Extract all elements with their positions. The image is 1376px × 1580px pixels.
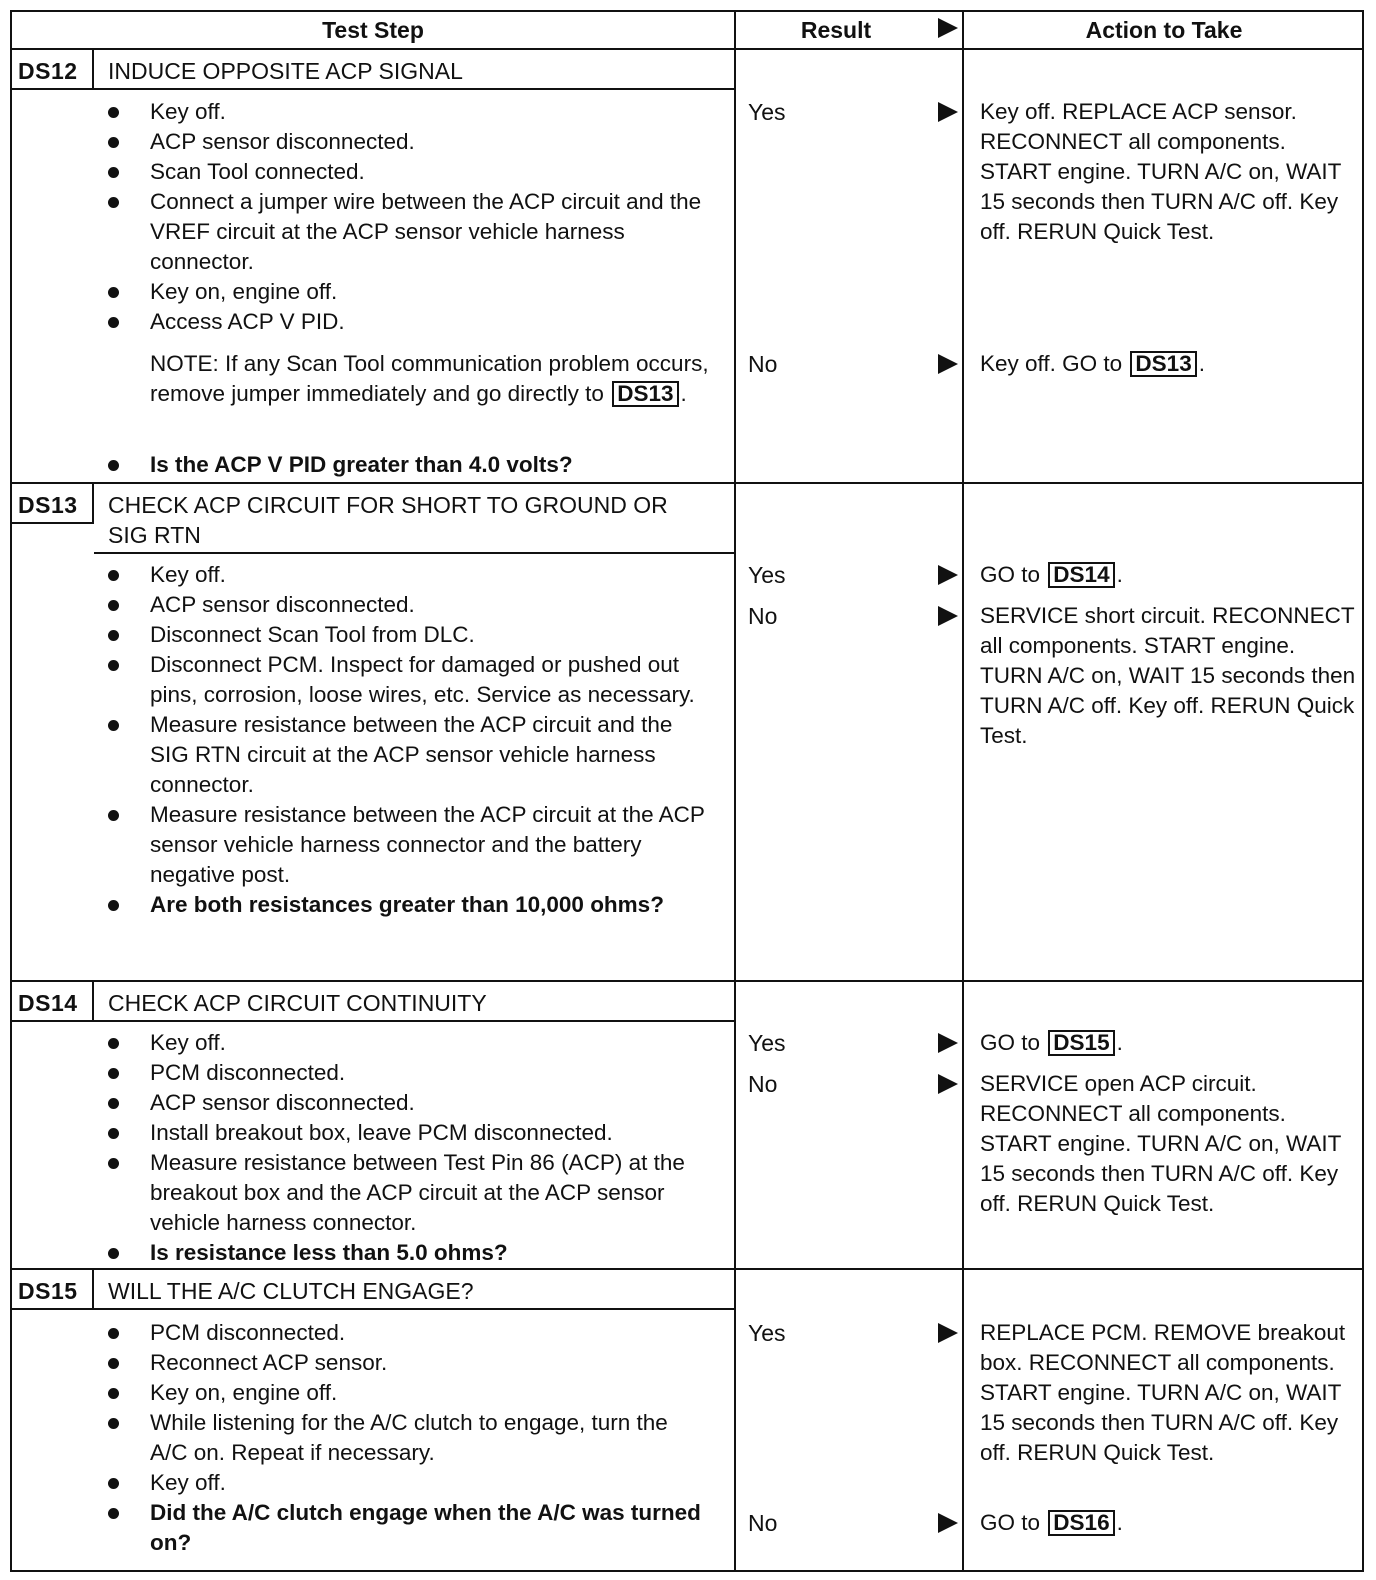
arrow-icon bbox=[938, 102, 958, 122]
arrow-icon bbox=[938, 606, 958, 626]
step-reference[interactable]: DS13 bbox=[1130, 351, 1196, 377]
step-reference[interactable]: DS13 bbox=[612, 381, 678, 407]
list-item: Scan Tool connected. bbox=[104, 157, 704, 187]
arrow-icon bbox=[938, 1074, 958, 1094]
diagnostic-table bbox=[10, 10, 1364, 1572]
action-yes bbox=[980, 1028, 1358, 1058]
list-item: While listening for the A/C clutch to engage, turn the A/C on. Repeat if necessary. bbox=[104, 1408, 704, 1468]
header-action: Action to Take bbox=[1085, 16, 1243, 43]
step-id: DS15 bbox=[18, 1278, 78, 1304]
result-yes: Yes bbox=[748, 1320, 786, 1346]
result-no: No bbox=[748, 1510, 778, 1536]
step-instructions bbox=[104, 1318, 704, 1558]
list-item: Measure resistance between the ACP circuit at the ACP sensor vehicle harness connector and the battery negative post. bbox=[104, 800, 714, 890]
step-instructions bbox=[104, 1028, 724, 1268]
title-underline bbox=[94, 1308, 734, 1310]
list-item: ACP sensor disconnected. bbox=[104, 590, 714, 620]
action-text: GO to bbox=[980, 1030, 1041, 1055]
row-divider bbox=[12, 482, 1362, 484]
list-item: ACP sensor disconnected. bbox=[104, 1088, 724, 1118]
result-no: No bbox=[748, 351, 778, 377]
row-divider bbox=[12, 1268, 1362, 1270]
note-text: NOTE: If any Scan Tool communication problem occurs, remove jumper immediately and go directly to bbox=[150, 351, 709, 406]
action-no bbox=[980, 349, 1358, 379]
result-no: No bbox=[748, 603, 778, 629]
result-yes: Yes bbox=[748, 99, 786, 125]
list-item: Key off. bbox=[104, 1468, 704, 1498]
list-item: Reconnect ACP sensor. bbox=[104, 1348, 704, 1378]
action-end: . bbox=[1116, 1030, 1123, 1055]
title-underline bbox=[94, 88, 734, 90]
arrow-icon bbox=[938, 565, 958, 585]
list-item: Key off. bbox=[104, 97, 704, 127]
action-end: . bbox=[1198, 351, 1205, 376]
question-item: Is resistance less than 5.0 ohms? bbox=[104, 1238, 724, 1268]
step-title: INDUCE OPPOSITE ACP SIGNAL bbox=[108, 58, 463, 84]
action-yes: Key off. REPLACE ACP sensor. RECONNECT all components. START engine. TURN A/C on, WAIT 15 seconds then TURN A/C off. Key off. RERUN Quick Test. bbox=[980, 99, 1341, 244]
action-no bbox=[980, 1508, 1358, 1538]
action-end: . bbox=[1116, 1510, 1123, 1535]
list-item: Disconnect Scan Tool from DLC. bbox=[104, 620, 714, 650]
step-id: DS13 bbox=[18, 492, 78, 518]
list-item: PCM disconnected. bbox=[104, 1058, 724, 1088]
question-item: Is the ACP V PID greater than 4.0 volts? bbox=[104, 450, 714, 480]
list-item: Key on, engine off. bbox=[104, 1378, 704, 1408]
action-text: GO to bbox=[980, 1510, 1041, 1535]
action-no: SERVICE short circuit. RECONNECT all components. START engine. TURN A/C on, WAIT 15 seconds then TURN A/C off. Key off. RERUN Quick Test. bbox=[980, 603, 1356, 748]
result-yes: Yes bbox=[748, 562, 786, 588]
note bbox=[150, 349, 710, 409]
action-end: . bbox=[1116, 562, 1123, 587]
action-yes bbox=[980, 560, 1358, 590]
step-question bbox=[104, 450, 714, 480]
list-item: Key off. bbox=[104, 1028, 724, 1058]
list-item: ACP sensor disconnected. bbox=[104, 127, 704, 157]
column-divider bbox=[734, 12, 736, 1570]
action-text: Key off. GO to bbox=[980, 351, 1123, 376]
step-reference[interactable]: DS15 bbox=[1048, 1030, 1114, 1056]
step-title: CHECK ACP CIRCUIT CONTINUITY bbox=[108, 990, 487, 1016]
step-reference[interactable]: DS16 bbox=[1048, 1510, 1114, 1536]
question-item: Did the A/C clutch engage when the A/C was turned on? bbox=[104, 1498, 704, 1558]
step-instructions bbox=[104, 560, 714, 920]
step-id: DS14 bbox=[18, 990, 78, 1016]
arrow-icon bbox=[938, 1323, 958, 1343]
arrow-icon bbox=[938, 1033, 958, 1053]
column-divider bbox=[962, 12, 964, 1570]
arrow-icon bbox=[938, 18, 958, 38]
list-item: Install breakout box, leave PCM disconnected. bbox=[104, 1118, 724, 1148]
row-divider bbox=[12, 980, 1362, 982]
result-no: No bbox=[748, 1071, 778, 1097]
step-instructions bbox=[104, 97, 704, 337]
step-reference[interactable]: DS14 bbox=[1048, 562, 1114, 588]
list-item: Measure resistance between the ACP circuit and the SIG RTN circuit at the ACP sensor vehicle harness connector. bbox=[104, 710, 714, 800]
title-underline bbox=[94, 552, 734, 554]
step-title: CHECK ACP CIRCUIT FOR SHORT TO GROUND OR SIG RTN bbox=[108, 492, 668, 548]
row-divider bbox=[12, 48, 1362, 50]
question-item: Are both resistances greater than 10,000 ohms? bbox=[104, 890, 714, 920]
list-item: Measure resistance between Test Pin 86 (ACP) at the breakout box and the ACP circuit at the ACP sensor vehicle harness connector. bbox=[104, 1148, 724, 1238]
list-item: Connect a jumper wire between the ACP circuit and the VREF circuit at the ACP sensor vehicle harness connector. bbox=[104, 187, 704, 277]
action-no: SERVICE open ACP circuit. RECONNECT all components. START engine. TURN A/C on, WAIT 15 seconds then TURN A/C off. Key off. RERUN Quick Test. bbox=[980, 1071, 1341, 1216]
list-item: PCM disconnected. bbox=[104, 1318, 704, 1348]
list-item: Disconnect PCM. Inspect for damaged or pushed out pins, corrosion, loose wires, etc. Service as necessary. bbox=[104, 650, 714, 710]
step-id: DS12 bbox=[18, 58, 78, 84]
arrow-icon bbox=[938, 354, 958, 374]
title-underline bbox=[94, 1020, 734, 1022]
result-yes: Yes bbox=[748, 1030, 786, 1056]
list-item: Access ACP V PID. bbox=[104, 307, 704, 337]
header-test-step: Test Step bbox=[322, 16, 424, 43]
header-result: Result bbox=[800, 16, 872, 43]
arrow-icon bbox=[938, 1513, 958, 1533]
note-end: . bbox=[680, 381, 687, 406]
step-title: WILL THE A/C CLUTCH ENGAGE? bbox=[108, 1278, 474, 1304]
action-yes: REPLACE PCM. REMOVE breakout box. RECONNECT all components. START engine. TURN A/C on, WAIT 15 seconds then TURN A/C off. Key off. RERUN Quick Test. bbox=[980, 1320, 1346, 1465]
action-text: GO to bbox=[980, 562, 1041, 587]
list-item: Key off. bbox=[104, 560, 714, 590]
list-item: Key on, engine off. bbox=[104, 277, 704, 307]
